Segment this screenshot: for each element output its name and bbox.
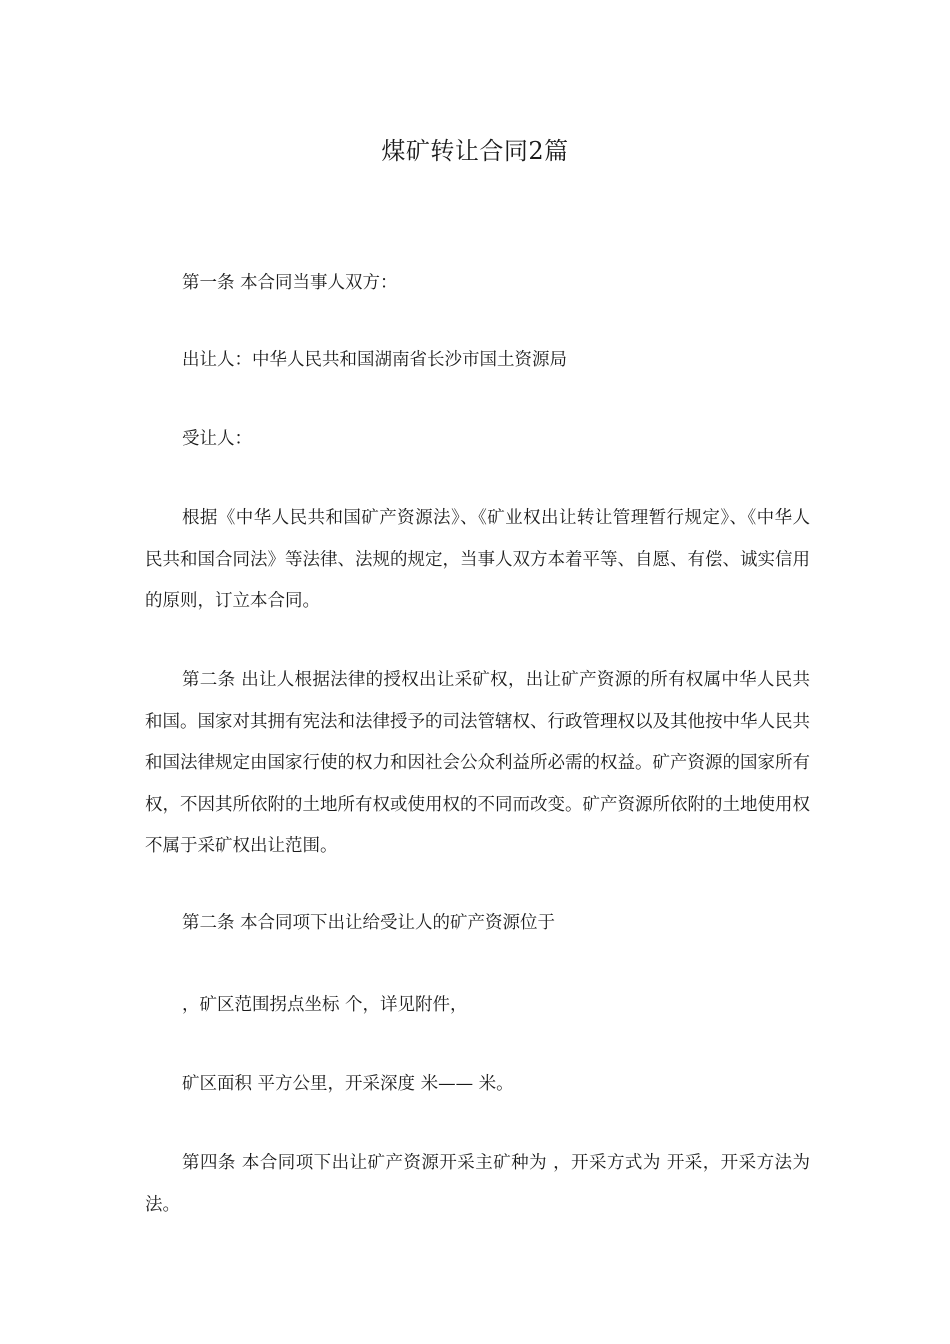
paragraph-legal-basis: 根据《中华人民共和国矿产资源法》、《矿业权出让转让管理暂行规定》、《中华人民共和国合同法》等法律、法规的规定，当事人双方本着平等、自愿、有偿、诚实信用的原则，订立本合同。 <box>145 508 810 611</box>
paragraph-area-depth: 矿区面积 平方公里，开采深度 米—— 米。 <box>182 1074 514 1094</box>
paragraph-article-1: 第一条 本合同当事人双方： <box>182 273 398 293</box>
document-title: 煤矿转让合同2篇 <box>381 137 569 165</box>
paragraph-article-2: 第二条 出让人根据法律的授权出让采矿权，出让矿产资源的所有权属中华人民共和国。国家对其拥有宪法和法律授予的司法管辖权、行政管理权以及其他按中华人民共和国法律规定由国家行使的权力和因社会公众利益所必需的权益。矿产资源的国家所有权，不因其所依附的土地所有权或使用权的不同而改变。矿产资源所依附的土地使用权不属于采矿权出让范围。 <box>145 670 810 856</box>
paragraph-article-3-location: 第二条 本合同项下出让给受让人的矿产资源位于 <box>182 913 556 933</box>
paragraph-article-4: 第四条 本合同项下出让矿产资源开采主矿种为 ，开采方式为 开采，开采方法为 法。 <box>145 1153 810 1215</box>
paragraph-coordinates: ，矿区范围拐点坐标 个，详见附件， <box>182 995 468 1015</box>
paragraph-assignee: 受让人： <box>182 429 252 449</box>
paragraph-assignor: 出让人：中华人民共和国湖南省长沙市国土资源局 <box>182 350 567 370</box>
